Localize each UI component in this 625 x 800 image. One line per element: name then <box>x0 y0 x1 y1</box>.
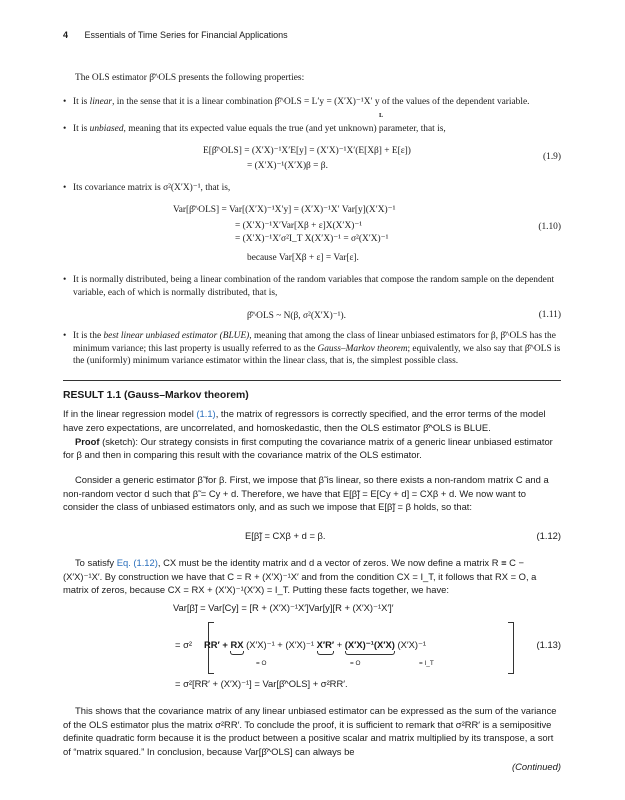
eq-1-10-line3: = (X′X)⁻¹X′σ²I_T X(X′X)⁻¹ = σ²(X′X)⁻¹ <box>235 234 389 244</box>
paragraph-conclusion: This shows that the covariance matrix of any linear unbiased estimator can be expressed as the sum of the variance of the OLS estimator plus the matrix σ²RR′. To conclude the proof, it is sufficient to remark that σ²RR′ is a semipositive definite quadratic form because it is the product between a positive scalar and matrix multiplied by its transpose, a sort of “matrix squared.” In conclusion, because Var[β̂^OLS] can always be <box>63 705 557 757</box>
bullet-normal: • It is normally distributed, being a linear combination of the random variables that compose the random sample on the dependent variable, each of which is normally distributed, that is, <box>63 274 561 299</box>
eq-1-13-middle: = σ² RR′ + RX (X′X)⁻¹ + (X′X)⁻¹ X′R′ + (X′X)⁻¹(X′X) (X′X)⁻¹ <box>175 639 427 650</box>
page-number: 4 <box>63 30 69 40</box>
eq-1-9-line1: E[β̂^OLS] = (X′X)⁻¹X′E[y] = (X′X)⁻¹X′(E[Xβ] + E[ε]) <box>203 146 411 156</box>
eq-1-11: β̂^OLS ~ N(β, σ²(X′X)⁻¹). <box>247 311 346 321</box>
continued-label: (Continued) <box>512 761 561 772</box>
term-linear: linear <box>89 97 113 107</box>
bullet-unbiased: • It is unbiased, meaning that its expected value equals the true (and yet unknown) parameter, that is, <box>63 123 561 136</box>
bullet-linear: • It is linear, in the sense that it is a linear combination β̂^OLS = L′y = (X′X)⁻¹X′ y of the values of the dependent variable. <box>63 96 561 109</box>
running-title: Essentials of Time Series for Financial Applications <box>84 30 288 40</box>
paragraph-define-R: To satisfy Eq. (1.12), CX must be the identity matrix and d a vector of zeros. We now define a matrix R ≡ C − (X′X)⁻¹X′. By construction we have that C = R + (X′X)⁻¹X′ and from the condition CX = I_T, it follows that RX = O, a matrix of zeros, because CX = RX + (X′X)⁻¹(X′X) = I_T. Putting these facts together, we have: <box>63 557 537 596</box>
running-header <box>63 30 288 40</box>
proof-label: Proof <box>75 436 100 447</box>
ref-eq-1-1[interactable]: (1.1) <box>196 408 216 419</box>
bullet-covariance: • Its covariance matrix is σ²(X′X)⁻¹, that is, <box>63 182 561 195</box>
eq-1-13-right-bracket <box>508 622 514 674</box>
eq-1-9-line2: = (X′X)⁻¹(X′X)β = β. <box>247 161 328 171</box>
eq-1-10-because: because Var[Xβ + ε] = Var[ε]. <box>247 253 359 263</box>
result-title: RESULT 1.1 (Gauss–Markov theorem) <box>63 390 249 401</box>
result-box-top-rule <box>63 380 561 381</box>
eq-1-13-top: Var[β̃] = Var[Cy] = [R + (X′X)⁻¹X′]Var[y][R + (X′X)⁻¹X′]′ <box>173 602 394 613</box>
proof-paragraph: Proof (sketch): Our strategy consists in first computing the covariance matrix of a generic linear unbiased estimator for β and then in comparing this result with the covariance matrix of the OLS estimator. <box>63 436 553 460</box>
underbrace-label-L: L <box>379 112 384 119</box>
eq-number-1-12: (1.12) <box>536 530 561 541</box>
underbrace-label-O-2: = O <box>350 660 361 667</box>
intro-text: The OLS estimator β̂^OLS presents the following properties: <box>75 73 305 83</box>
result-statement: If in the linear regression model (1.1), the matrix of regressors is correctly specified, and the error terms of the model have zero expectations, are uncorrelated, and homoskedastic, then the OLS estimator β̂^OLS is BLUE. <box>63 408 546 433</box>
term-gauss-markov: Gauss–Markov theorem <box>317 343 408 354</box>
ref-eq-1-12[interactable]: Eq. (1.12) <box>116 557 158 568</box>
underbrace-label-O-1: = O <box>256 660 267 667</box>
eq-1-10-line1: Var[β̂^OLS] = Var[(X′X)⁻¹X′y] = (X′X)⁻¹X′ Var[y](X′X)⁻¹ <box>173 205 396 215</box>
eq-number-1-13: (1.13) <box>536 639 561 650</box>
eq-number-1-9: (1.9) <box>543 152 561 162</box>
term-blue: best linear unbiased estimator (BLUE) <box>103 331 250 341</box>
underbrace-RX: RX <box>230 639 244 650</box>
paragraph-generic-estimator: Consider a generic estimator β̃ for β. First, we impose that β̃ is linear, so there exists a non-random matrix C and a non-random vector d such that β̃ = Cy + d. Therefore, we have that E[β̃] = E[Cy + d] = CXβ + d. We now want to consider the class of unbiased estimators only, and as such we impose that E[β̃] = β holds, so that: <box>63 474 549 513</box>
eq-1-10-line2: = (X′X)⁻¹X′Var[Xβ + ε]X(X′X)⁻¹ <box>235 221 363 231</box>
eq-number-1-10: (1.10) <box>538 222 561 232</box>
eq-1-13-bottom: = σ²[RR′ + (X′X)⁻¹] = Var[β̂^OLS] + σ²RR′. <box>175 678 348 689</box>
underbrace-XR: X′R′ <box>316 639 335 650</box>
underbrace-XX: (X′X)⁻¹(X′X) <box>344 639 395 650</box>
underbrace-label-IT: = I_T <box>419 660 434 667</box>
eq-1-12: E[β̃] = CXβ + d = β. <box>245 530 326 541</box>
eq-number-1-11: (1.11) <box>538 310 561 320</box>
bullet-blue: • It is the best linear unbiased estimator (BLUE), meaning that among the class of linear unbiased estimators for β, β̂^OLS has the minimum variance; this last property is usually referred to as the Gauss–Markov theorem; equivalently, we also say that β̂^OLS is the (uniformly) minimum variance estimator within the linear class, that is, the simplest possible class. <box>63 330 561 368</box>
